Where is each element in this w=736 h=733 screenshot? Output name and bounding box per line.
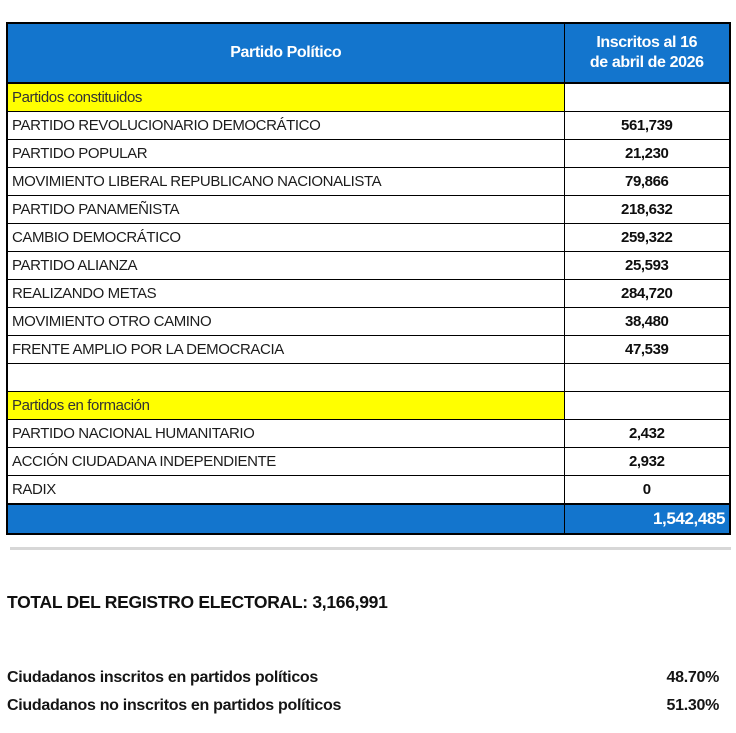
party-count: 47,539 bbox=[564, 336, 730, 364]
party-count: 561,739 bbox=[564, 112, 730, 140]
party-row bbox=[7, 168, 730, 196]
spacer-row bbox=[7, 364, 730, 392]
section-title: Partidos constituidos bbox=[7, 83, 564, 112]
pct-no-inscritos-value: 51.30% bbox=[666, 697, 719, 714]
party-row bbox=[7, 420, 730, 448]
empty-cell bbox=[564, 364, 730, 392]
party-count: 25,593 bbox=[564, 252, 730, 280]
party-name: ACCIÓN CIUDADANA INDEPENDIENTE bbox=[7, 448, 564, 476]
section-title: Partidos en formación bbox=[7, 392, 564, 420]
party-row bbox=[7, 336, 730, 364]
column-header-inscritos bbox=[564, 23, 730, 83]
header-row bbox=[7, 23, 730, 83]
header-inscritos-line1: Inscritos al 16 bbox=[596, 34, 698, 51]
party-row bbox=[7, 140, 730, 168]
section-empty-cell bbox=[564, 83, 730, 112]
section-row-constituidos bbox=[7, 83, 730, 112]
pct-no-inscritos-line bbox=[7, 697, 719, 715]
party-count: 284,720 bbox=[564, 280, 730, 308]
party-row bbox=[7, 476, 730, 505]
party-name: REALIZANDO METAS bbox=[7, 280, 564, 308]
party-name: FRENTE AMPLIO POR LA DEMOCRACIA bbox=[7, 336, 564, 364]
party-row bbox=[7, 252, 730, 280]
section-empty-cell bbox=[564, 392, 730, 420]
party-row bbox=[7, 196, 730, 224]
party-name: CAMBIO DEMOCRÁTICO bbox=[7, 224, 564, 252]
party-count: 79,866 bbox=[564, 168, 730, 196]
empty-cell bbox=[7, 364, 564, 392]
pct-inscritos-value: 48.70% bbox=[666, 669, 719, 686]
party-count: 38,480 bbox=[564, 308, 730, 336]
party-name: PARTIDO POPULAR bbox=[7, 140, 564, 168]
party-name: PARTIDO ALIANZA bbox=[7, 252, 564, 280]
total-row bbox=[7, 504, 730, 534]
party-name: MOVIMIENTO OTRO CAMINO bbox=[7, 308, 564, 336]
party-row bbox=[7, 448, 730, 476]
party-name: PARTIDO PANAMEÑISTA bbox=[7, 196, 564, 224]
party-row bbox=[7, 308, 730, 336]
registro-total-label: TOTAL DEL REGISTRO ELECTORAL: bbox=[7, 592, 313, 612]
party-count: 2,432 bbox=[564, 420, 730, 448]
party-name: MOVIMIENTO LIBERAL REPUBLICANO NACIONALISTA bbox=[7, 168, 564, 196]
party-name: PARTIDO REVOLUCIONARIO DEMOCRÁTICO bbox=[7, 112, 564, 140]
total-empty-cell bbox=[7, 504, 564, 534]
pct-no-inscritos-label: Ciudadanos no inscritos en partidos políticos bbox=[7, 697, 342, 714]
pct-inscritos-label: Ciudadanos inscritos en partidos políticos bbox=[7, 669, 319, 686]
party-row bbox=[7, 112, 730, 140]
column-header-partido: Partido Político bbox=[7, 23, 564, 83]
table-drop-shadow bbox=[10, 547, 731, 550]
registro-electoral-total bbox=[7, 592, 388, 613]
section-row-formacion bbox=[7, 392, 730, 420]
total-inscritos-value: 1,542,485 bbox=[564, 504, 730, 534]
party-row bbox=[7, 280, 730, 308]
party-count: 259,322 bbox=[564, 224, 730, 252]
party-count: 21,230 bbox=[564, 140, 730, 168]
party-row bbox=[7, 224, 730, 252]
party-count: 2,932 bbox=[564, 448, 730, 476]
party-count: 0 bbox=[564, 476, 730, 505]
party-name: PARTIDO NACIONAL HUMANITARIO bbox=[7, 420, 564, 448]
party-registration-table bbox=[6, 22, 731, 535]
party-count: 218,632 bbox=[564, 196, 730, 224]
header-inscritos-line2: de abril de 2026 bbox=[589, 54, 704, 71]
registro-total-value: 3,166,991 bbox=[312, 592, 388, 612]
party-name: RADIX bbox=[7, 476, 564, 505]
pct-inscritos-line bbox=[7, 669, 719, 687]
